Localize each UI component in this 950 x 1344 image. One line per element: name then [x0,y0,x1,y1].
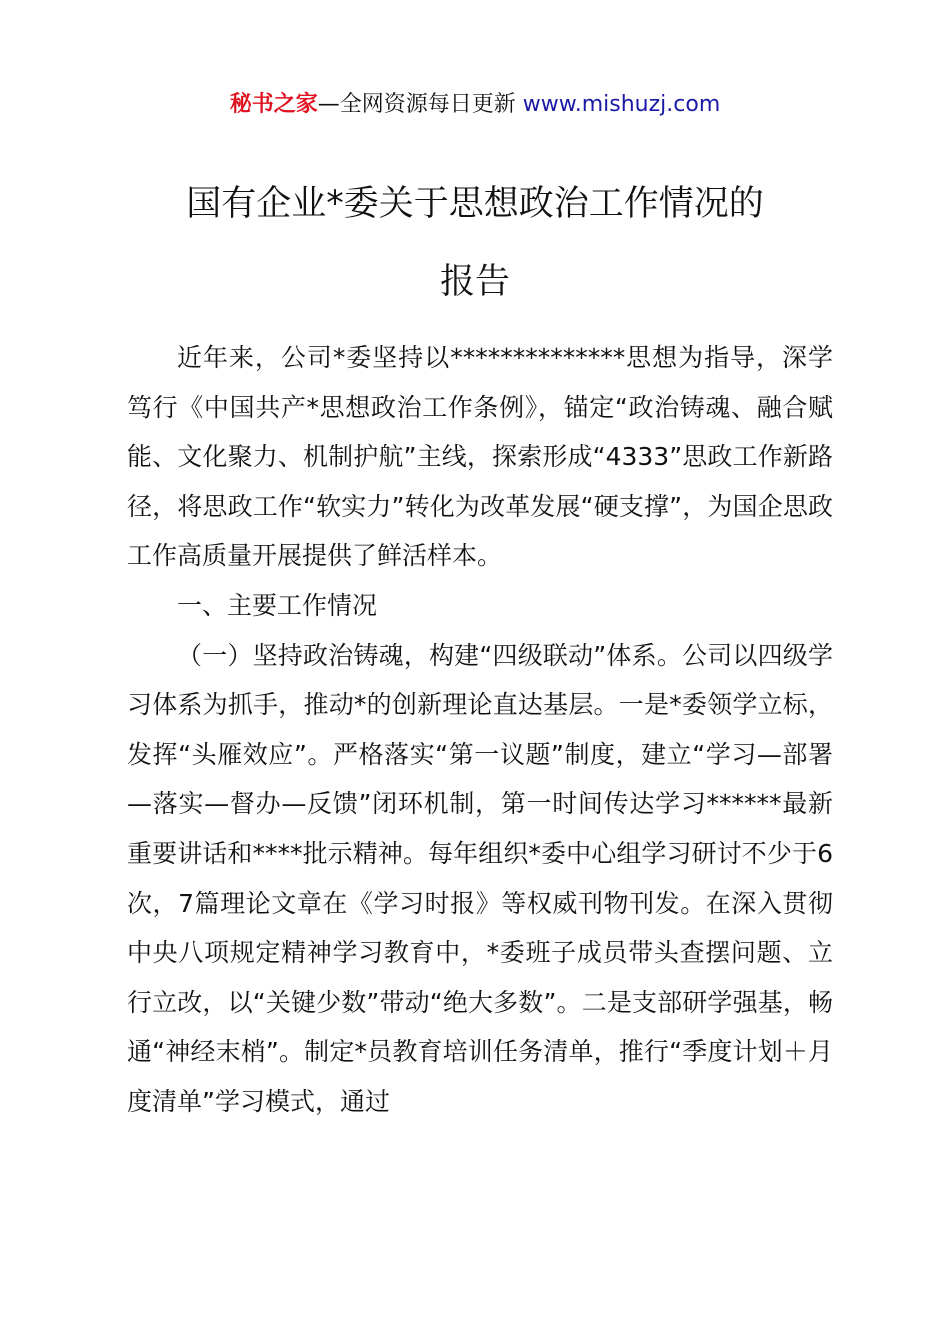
header-tagline: —全网资源每日更新 [317,92,523,117]
watermark-header [0,88,950,122]
brand-name: 秘书之家 [229,92,318,117]
section-heading-main-work: 一、主要工作情况 [177,590,378,620]
document-title-line-1: 国有企业*委关于思想政治工作情况的 [186,184,764,224]
document-body [127,333,833,1127]
body-paragraph-political: （一）坚持政治铸魂，构建“四级联动”体系。公司以四级学习体系为抓手，推动*的创新理论直达基层。一是*委领学立标，发挥“头雁效应”。严格落实“第一议题”制度，建立“学习—部署—落实—督办—反馈”闭环机制，第一时间传达学习******最新重要讲话和****批示精神。每年组织*委中心组学习研讨不少于6次，7篇理论文章在《学习时报》等权威刊物刊发。在深入贯彻中央八项规定精神学习教育中，*委班子成员带头查摆问题、立行立改，以“关键少数”带动“绝大多数”。二是支部研学强基，畅通“神经末梢”。制定*员教育培训任务清单，推行“季度计划＋月度清单”学习模式，通过 [127,640,833,1116]
document-title-line-2: 报告 [439,262,510,302]
body-paragraph-intro: 近年来，公司*委坚持以**************思想为指导，深学笃行《中国共产*思想政治工作条例》，锚定“政治铸魂、融合赋能、文化聚力、机制护航”主线，探索形成“4333”思政工作新路径，将思政工作“软实力”转化为改革发展“硬支撑”，为国企思政工作高质量开展提供了鲜活样本。 [127,343,833,571]
site-link[interactable]: www.mishuzj.com [522,92,721,117]
